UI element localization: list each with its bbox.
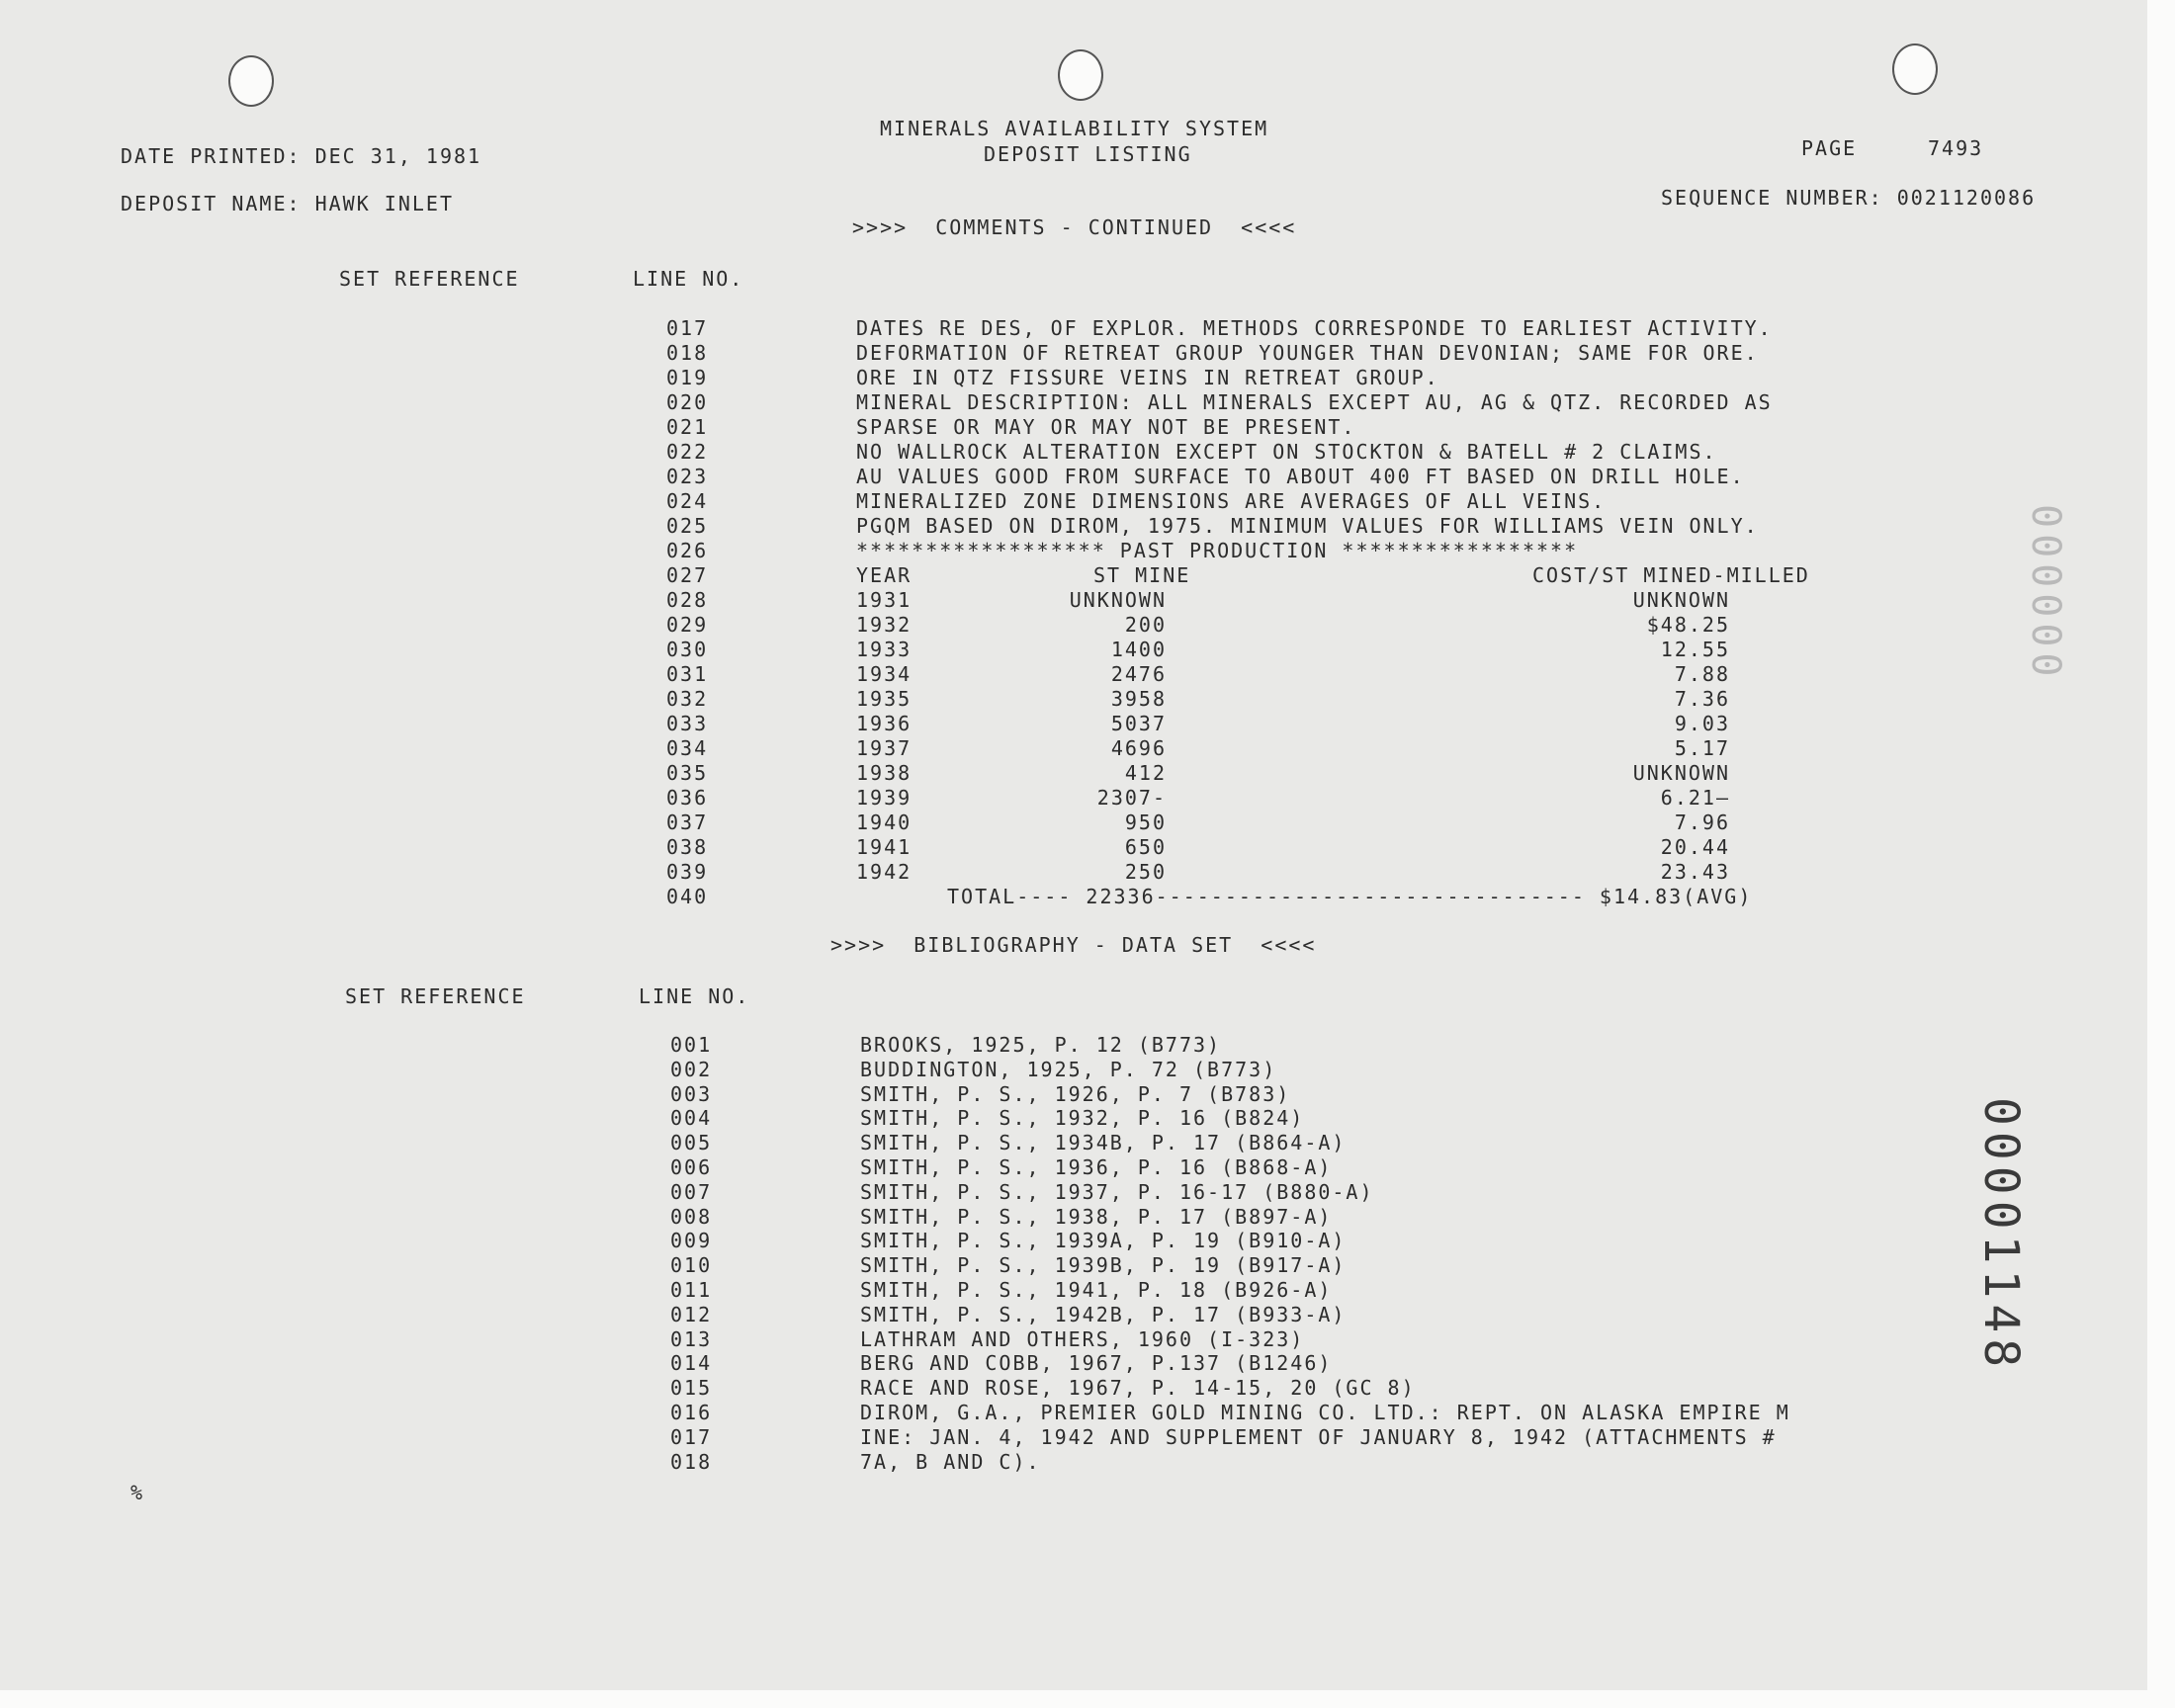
comment-line-text: ****************** PAST PRODUCTION *****************: [856, 539, 1579, 562]
bibliography-set-reference-header: SET REFERENCE: [345, 984, 526, 1008]
bibliography-line-number: 014: [670, 1351, 713, 1375]
comment-line-text: PGQM BASED ON DIROM, 1975. MINIMUM VALUES FOR WILLIAMS VEIN ONLY.: [856, 514, 1759, 538]
bibliography-entry-text: 7A, B AND C).: [860, 1450, 1041, 1474]
bibliography-line-number: 010: [670, 1253, 713, 1277]
page-label: PAGE: [1801, 136, 1858, 160]
bibliography-entry-text: SMITH, P. S., 1939B, P. 19 (B917-A): [860, 1253, 1347, 1277]
comment-line-number: 026: [666, 539, 709, 562]
production-cost-header: COST/ST MINED-MILLED: [1532, 563, 1810, 587]
production-line-number: 035: [666, 761, 709, 785]
production-line-number: 033: [666, 712, 709, 735]
production-line-number: 036: [666, 786, 709, 810]
comment-line-text: AU VALUES GOOD FROM SURFACE TO ABOUT 400 FT BASED ON DRILL HOLE.: [856, 465, 1745, 488]
production-line-number: 032: [666, 687, 709, 711]
production-st-mine: 200: [1124, 613, 1167, 637]
production-cost: 7.88: [1674, 662, 1730, 686]
comments-section-title: >>>> COMMENTS - CONTINUED <<<<: [852, 215, 1297, 239]
production-year: 1936: [856, 712, 913, 735]
bibliography-line-number: 004: [670, 1106, 713, 1130]
production-st-mine: 412: [1124, 761, 1167, 785]
bibliography-line-no-header: LINE NO.: [639, 984, 750, 1008]
comment-line-number: 021: [666, 415, 709, 439]
production-cost: 23.43: [1660, 860, 1730, 884]
bibliography-section-title: >>>> BIBLIOGRAPHY - DATA SET <<<<: [830, 933, 1317, 957]
comment-line-number: 023: [666, 465, 709, 488]
production-year: 1934: [856, 662, 913, 686]
bibliography-entry-text: BERG AND COBB, 1967, P.137 (B1246): [860, 1351, 1333, 1375]
bibliography-line-number: 013: [670, 1327, 713, 1351]
bibliography-entry-text: SMITH, P. S., 1934B, P. 17 (B864-A): [860, 1131, 1347, 1154]
bibliography-line-number: 005: [670, 1131, 713, 1154]
production-year: 1940: [856, 811, 913, 834]
production-year: 1932: [856, 613, 913, 637]
bibliography-line-number: 008: [670, 1205, 713, 1229]
stamp-number: 00001148: [1973, 1097, 2029, 1374]
production-year: 1939: [856, 786, 913, 810]
bibliography-line-number: 006: [670, 1155, 713, 1179]
bibliography-entry-text: SMITH, P. S., 1941, P. 18 (B926-A): [860, 1278, 1333, 1302]
production-st-mine: 950: [1124, 811, 1167, 834]
production-line-number: 030: [666, 638, 709, 661]
bibliography-entry-text: SMITH, P. S., 1938, P. 17 (B897-A): [860, 1205, 1333, 1229]
production-year: 1931: [856, 588, 913, 612]
comment-line-number: 017: [666, 316, 709, 340]
punch-hole-left: [228, 55, 274, 107]
production-total-line-number: 040: [666, 885, 709, 908]
production-cost: 20.44: [1660, 835, 1730, 859]
production-st-mine: 5037: [1110, 712, 1167, 735]
production-cost: UNKNOWN: [1632, 761, 1730, 785]
production-cost: 7.36: [1674, 687, 1730, 711]
bibliography-line-number: 016: [670, 1401, 713, 1424]
bibliography-entry-text: DIROM, G.A., PREMIER GOLD MINING CO. LTD.: REPT. ON ALASKA EMPIRE M: [860, 1401, 1790, 1424]
production-line-number: 039: [666, 860, 709, 884]
comment-line-text: DEFORMATION OF RETREAT GROUP YOUNGER THAN DEVONIAN; SAME FOR ORE.: [856, 341, 1759, 365]
production-year-header: YEAR: [856, 563, 913, 587]
punch-hole-center: [1058, 49, 1103, 101]
comment-line-text: ORE IN QTZ FISSURE VEINS IN RETREAT GROUP.: [856, 366, 1439, 389]
production-st-mine: 2307-: [1096, 786, 1167, 810]
bibliography-line-number: 007: [670, 1180, 713, 1204]
production-cost: 5.17: [1674, 736, 1730, 760]
production-line-number: 028: [666, 588, 709, 612]
footer-mark: %: [130, 1481, 145, 1504]
production-year: 1941: [856, 835, 913, 859]
production-line-number: 031: [666, 662, 709, 686]
production-st-mine: 250: [1124, 860, 1167, 884]
bibliography-line-number: 017: [670, 1425, 713, 1449]
comment-line-number: 019: [666, 366, 709, 389]
production-year: 1935: [856, 687, 913, 711]
comment-line-text: SPARSE OR MAY OR MAY NOT BE PRESENT.: [856, 415, 1356, 439]
comment-line-number: 018: [666, 341, 709, 365]
bibliography-entry-text: INE: JAN. 4, 1942 AND SUPPLEMENT OF JANUARY 8, 1942 (ATTACHMENTS #: [860, 1425, 1777, 1449]
bibliography-line-number: 011: [670, 1278, 713, 1302]
bibliography-entry-text: SMITH, P. S., 1936, P. 16 (B868-A): [860, 1155, 1333, 1179]
production-header-line-number: 027: [666, 563, 709, 587]
production-line-number: 037: [666, 811, 709, 834]
production-line-number: 034: [666, 736, 709, 760]
production-st-mine: 4696: [1110, 736, 1167, 760]
production-year: 1938: [856, 761, 913, 785]
comment-line-number: 024: [666, 489, 709, 513]
comment-line-number: 020: [666, 390, 709, 414]
deposit-name: DEPOSIT NAME: HAWK INLET: [121, 192, 454, 215]
production-year: 1942: [856, 860, 913, 884]
sequence-number: SEQUENCE NUMBER: 0021120086: [1661, 186, 2037, 210]
punch-hole-right: [1892, 43, 1938, 95]
production-st-mine: 2476: [1110, 662, 1167, 686]
production-cost: 7.96: [1674, 811, 1730, 834]
production-cost: UNKNOWN: [1632, 588, 1730, 612]
production-st-mine: 1400: [1110, 638, 1167, 661]
comment-line-number: 022: [666, 440, 709, 464]
comments-set-reference-header: SET REFERENCE: [339, 267, 520, 291]
bibliography-entry-text: SMITH, P. S., 1932, P. 16 (B824): [860, 1106, 1305, 1130]
bibliography-line-number: 012: [670, 1303, 713, 1326]
comment-line-number: 025: [666, 514, 709, 538]
comments-line-no-header: LINE NO.: [633, 267, 744, 291]
bibliography-entry-text: SMITH, P. S., 1937, P. 16-17 (B880-A): [860, 1180, 1374, 1204]
bibliography-line-number: 015: [670, 1376, 713, 1400]
comment-line-text: MINERALIZED ZONE DIMENSIONS ARE AVERAGES OF ALL VEINS.: [856, 489, 1607, 513]
date-printed: DATE PRINTED: DEC 31, 1981: [121, 144, 482, 168]
production-st-header: ST MINE: [1093, 563, 1191, 587]
production-st-mine: UNKNOWN: [1069, 588, 1167, 612]
bibliography-entry-text: LATHRAM AND OTHERS, 1960 (I-323): [860, 1327, 1305, 1351]
production-year: 1933: [856, 638, 913, 661]
system-title: MINERALS AVAILABILITY SYSTEM: [880, 117, 1269, 140]
production-line-number: 038: [666, 835, 709, 859]
production-total: TOTAL---- 22336------------------------------- $14.83(AVG): [947, 885, 1753, 908]
bibliography-entry-text: BUDDINGTON, 1925, P. 72 (B773): [860, 1058, 1277, 1081]
bibliography-line-number: 001: [670, 1033, 713, 1057]
bibliography-entry-text: RACE AND ROSE, 1967, P. 14-15, 20 (GC 8): [860, 1376, 1416, 1400]
comment-line-text: DATES RE DES, OF EXPLOR. METHODS CORRESPONDE TO EARLIEST ACTIVITY.: [856, 316, 1773, 340]
production-cost: 12.55: [1660, 638, 1730, 661]
comment-line-text: NO WALLROCK ALTERATION EXCEPT ON STOCKTON & BATELL # 2 CLAIMS.: [856, 440, 1717, 464]
production-cost: $48.25: [1646, 613, 1730, 637]
production-year: 1937: [856, 736, 913, 760]
production-line-number: 029: [666, 613, 709, 637]
bibliography-line-number: 003: [670, 1082, 713, 1106]
production-cost: 6.21—: [1660, 786, 1730, 810]
listing-title: DEPOSIT LISTING: [984, 142, 1192, 166]
bibliography-line-number: 002: [670, 1058, 713, 1081]
bibliography-entry-text: SMITH, P. S., 1939A, P. 19 (B910-A): [860, 1229, 1347, 1252]
bibliography-line-number: 009: [670, 1229, 713, 1252]
bibliography-entry-text: BROOKS, 1925, P. 12 (B773): [860, 1033, 1222, 1057]
bibliography-line-number: 018: [670, 1450, 713, 1474]
production-st-mine: 3958: [1110, 687, 1167, 711]
bibliography-entry-text: SMITH, P. S., 1926, P. 7 (B783): [860, 1082, 1291, 1106]
production-cost: 9.03: [1674, 712, 1730, 735]
production-st-mine: 650: [1124, 835, 1167, 859]
page-number: 7493: [1928, 136, 1984, 160]
stamp-number-faint: 000000: [2023, 504, 2068, 683]
comment-line-text: MINERAL DESCRIPTION: ALL MINERALS EXCEPT AU, AG & QTZ. RECORDED AS: [856, 390, 1773, 414]
bibliography-entry-text: SMITH, P. S., 1942B, P. 17 (B933-A): [860, 1303, 1347, 1326]
